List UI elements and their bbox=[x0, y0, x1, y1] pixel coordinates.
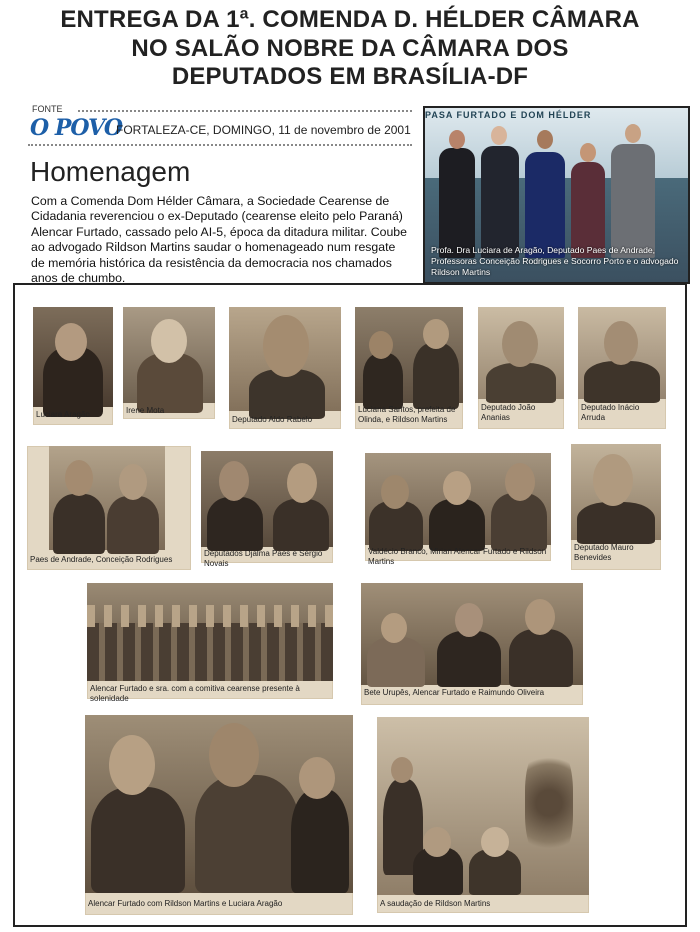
clip-photo bbox=[355, 307, 463, 403]
clip-aldo-rabelo bbox=[229, 307, 341, 429]
person-face bbox=[109, 735, 155, 795]
person-figure bbox=[53, 494, 105, 554]
clip-irene-mota bbox=[123, 307, 215, 419]
clip-mauro-benevides bbox=[571, 444, 661, 570]
person-figure bbox=[107, 496, 159, 554]
person-face bbox=[505, 463, 535, 501]
clip-photo bbox=[571, 444, 661, 540]
clip-caption: Luciara Aragão bbox=[36, 410, 90, 419]
person-face bbox=[391, 757, 413, 783]
person-face bbox=[502, 321, 538, 367]
person-face bbox=[593, 454, 633, 506]
clip-caption: Luciana Santos, prefeita de Olinda, e Rildson Martins bbox=[358, 405, 456, 424]
headline-line-1: ENTREGA DA 1ª. COMENDA D. HÉLDER CÂMARA bbox=[60, 6, 640, 33]
person-head bbox=[625, 124, 641, 143]
clip-photo bbox=[87, 583, 333, 681]
source-block bbox=[28, 104, 412, 146]
person-face bbox=[604, 321, 638, 365]
headline bbox=[10, 6, 690, 92]
clip-photo bbox=[478, 307, 564, 399]
person-figure bbox=[577, 502, 655, 544]
clip-caption: A saudação de Rildson Martins bbox=[380, 899, 491, 908]
clip-djalma-sergio bbox=[201, 451, 333, 568]
person-face bbox=[219, 461, 249, 501]
person-figure bbox=[611, 144, 655, 258]
clip-photo bbox=[578, 307, 666, 399]
person-face bbox=[263, 315, 309, 377]
person-figure bbox=[195, 775, 299, 893]
clip-caption: Deputado Aldo Rabelo bbox=[232, 415, 313, 424]
person-figure bbox=[363, 353, 403, 409]
clip-photo bbox=[365, 453, 551, 545]
person-head bbox=[537, 130, 553, 149]
person-face bbox=[443, 471, 471, 505]
clip-photo bbox=[85, 715, 353, 893]
clip-paes-de-andrade bbox=[27, 446, 191, 570]
person-head bbox=[449, 130, 465, 149]
clip-caption: Irene Mota bbox=[126, 406, 165, 415]
crowd-figures bbox=[87, 623, 333, 681]
person-figure bbox=[481, 146, 519, 258]
clip-photo bbox=[49, 446, 165, 550]
top-photo bbox=[423, 106, 690, 284]
crowd-faces bbox=[87, 605, 333, 627]
clip-luciara-aragao bbox=[33, 307, 113, 425]
clip-caption: Alencar Furtado e sra. com a comitiva cearense presente à solenidade bbox=[90, 684, 300, 703]
person-figure bbox=[525, 152, 565, 258]
opovo-logo: O POVO bbox=[30, 115, 122, 141]
person-figure bbox=[491, 493, 547, 551]
source-label: FONTE bbox=[32, 104, 63, 114]
person-figure bbox=[437, 631, 501, 687]
headline-line-2: NO SALÃO NOBRE DA CÂMARA DOS bbox=[131, 34, 569, 62]
person-face bbox=[525, 599, 555, 635]
clip-saudacao-rildson bbox=[377, 717, 589, 913]
clip-photo bbox=[123, 307, 215, 403]
clip-caption: Valdécio Branco, Mirian Alencar Furtado e Rildson Martins bbox=[368, 547, 547, 566]
clip-photo bbox=[229, 307, 341, 411]
clip-bete-urupes bbox=[361, 583, 583, 705]
clip-caption: Deputado João Ananias bbox=[481, 403, 536, 422]
top-photo-caption: Profa. Dra Luciara de Aragão, Deputado Paes de Andrade, Professoras Conceição Rodrigues e Socorro Porto e o advogado Rildson Martins bbox=[431, 245, 679, 277]
person-figure bbox=[486, 363, 556, 403]
person-face bbox=[151, 319, 187, 363]
dotted-rule-top bbox=[78, 110, 412, 112]
clip-photo bbox=[201, 451, 333, 547]
clip-photo bbox=[361, 583, 583, 685]
clip-caption: Alencar Furtado com Rildson Martins e Luciara Aragão bbox=[88, 899, 283, 908]
clip-comitiva-cearense bbox=[87, 583, 333, 703]
dateline: FORTALEZA-CE, DOMINGO, 11 de novembro de 2001 bbox=[116, 123, 411, 137]
clip-caption: Deputados Djalma Paes e Sérgio Novais bbox=[204, 549, 323, 568]
dotted-rule-bottom bbox=[28, 144, 412, 146]
person-face bbox=[381, 475, 409, 509]
person-face bbox=[481, 827, 509, 857]
clip-caption: Bete Urupês, Alencar Furtado e Raimundo Oliveira bbox=[364, 688, 545, 697]
person-face bbox=[455, 603, 483, 637]
clip-caption: Deputado Mauro Benevides bbox=[574, 543, 634, 562]
person-figure bbox=[291, 789, 349, 893]
clip-caption: Paes de Andrade, Conceição Rodrigues bbox=[30, 555, 173, 564]
clip-inacio-arruda bbox=[578, 307, 666, 429]
person-figure bbox=[571, 162, 605, 258]
clip-joao-ananias bbox=[478, 307, 564, 429]
person-face bbox=[381, 613, 407, 643]
person-face bbox=[423, 827, 451, 857]
article-body: Com a Comenda Dom Hélder Câmara, a Sociedade Cearense de Cidadania reverenciou o ex-Deputado (cearense eleito pelo Paraná) Alencar Furtado, cassado pelo AI-5, época da ditadura militar. Coube ao advogado Rildson Martins saudar o homenageado num resgate de memória histórica da resistência da democracia nos chamados anos de chumbo. bbox=[31, 194, 407, 286]
photo-banner: PASA FURTADO E DOM HÉLDER bbox=[425, 110, 592, 120]
person-figure bbox=[584, 361, 660, 403]
clip-photo bbox=[377, 717, 589, 895]
clip-luciana-santos bbox=[355, 307, 463, 429]
person-face bbox=[299, 757, 335, 799]
clip-caption: Deputado Inácio Arruda bbox=[581, 403, 640, 422]
person-face bbox=[423, 319, 449, 349]
person-face bbox=[209, 723, 259, 787]
person-face bbox=[119, 464, 147, 500]
person-figure bbox=[439, 148, 475, 258]
person-figure bbox=[91, 787, 185, 893]
person-figure bbox=[413, 343, 459, 409]
clip-alencar-rildson-luciara bbox=[85, 715, 353, 915]
photo-collage bbox=[13, 283, 687, 927]
person-head bbox=[491, 126, 507, 145]
person-face bbox=[55, 323, 87, 361]
flower-arrangement bbox=[525, 743, 573, 863]
person-figure bbox=[273, 499, 329, 551]
person-figure bbox=[509, 629, 573, 687]
person-face bbox=[287, 463, 317, 503]
section-title: Homenagem bbox=[30, 156, 191, 187]
person-face bbox=[65, 460, 93, 496]
person-face bbox=[369, 331, 393, 359]
clip-valdecio-mirian bbox=[365, 453, 551, 566]
person-figure bbox=[367, 637, 425, 687]
person-figure bbox=[429, 499, 485, 551]
person-head bbox=[580, 143, 596, 162]
headline-line-3: DEPUTADOS EM BRASÍLIA-DF bbox=[171, 63, 529, 90]
person-figure bbox=[207, 497, 263, 551]
clip-photo bbox=[33, 307, 113, 407]
